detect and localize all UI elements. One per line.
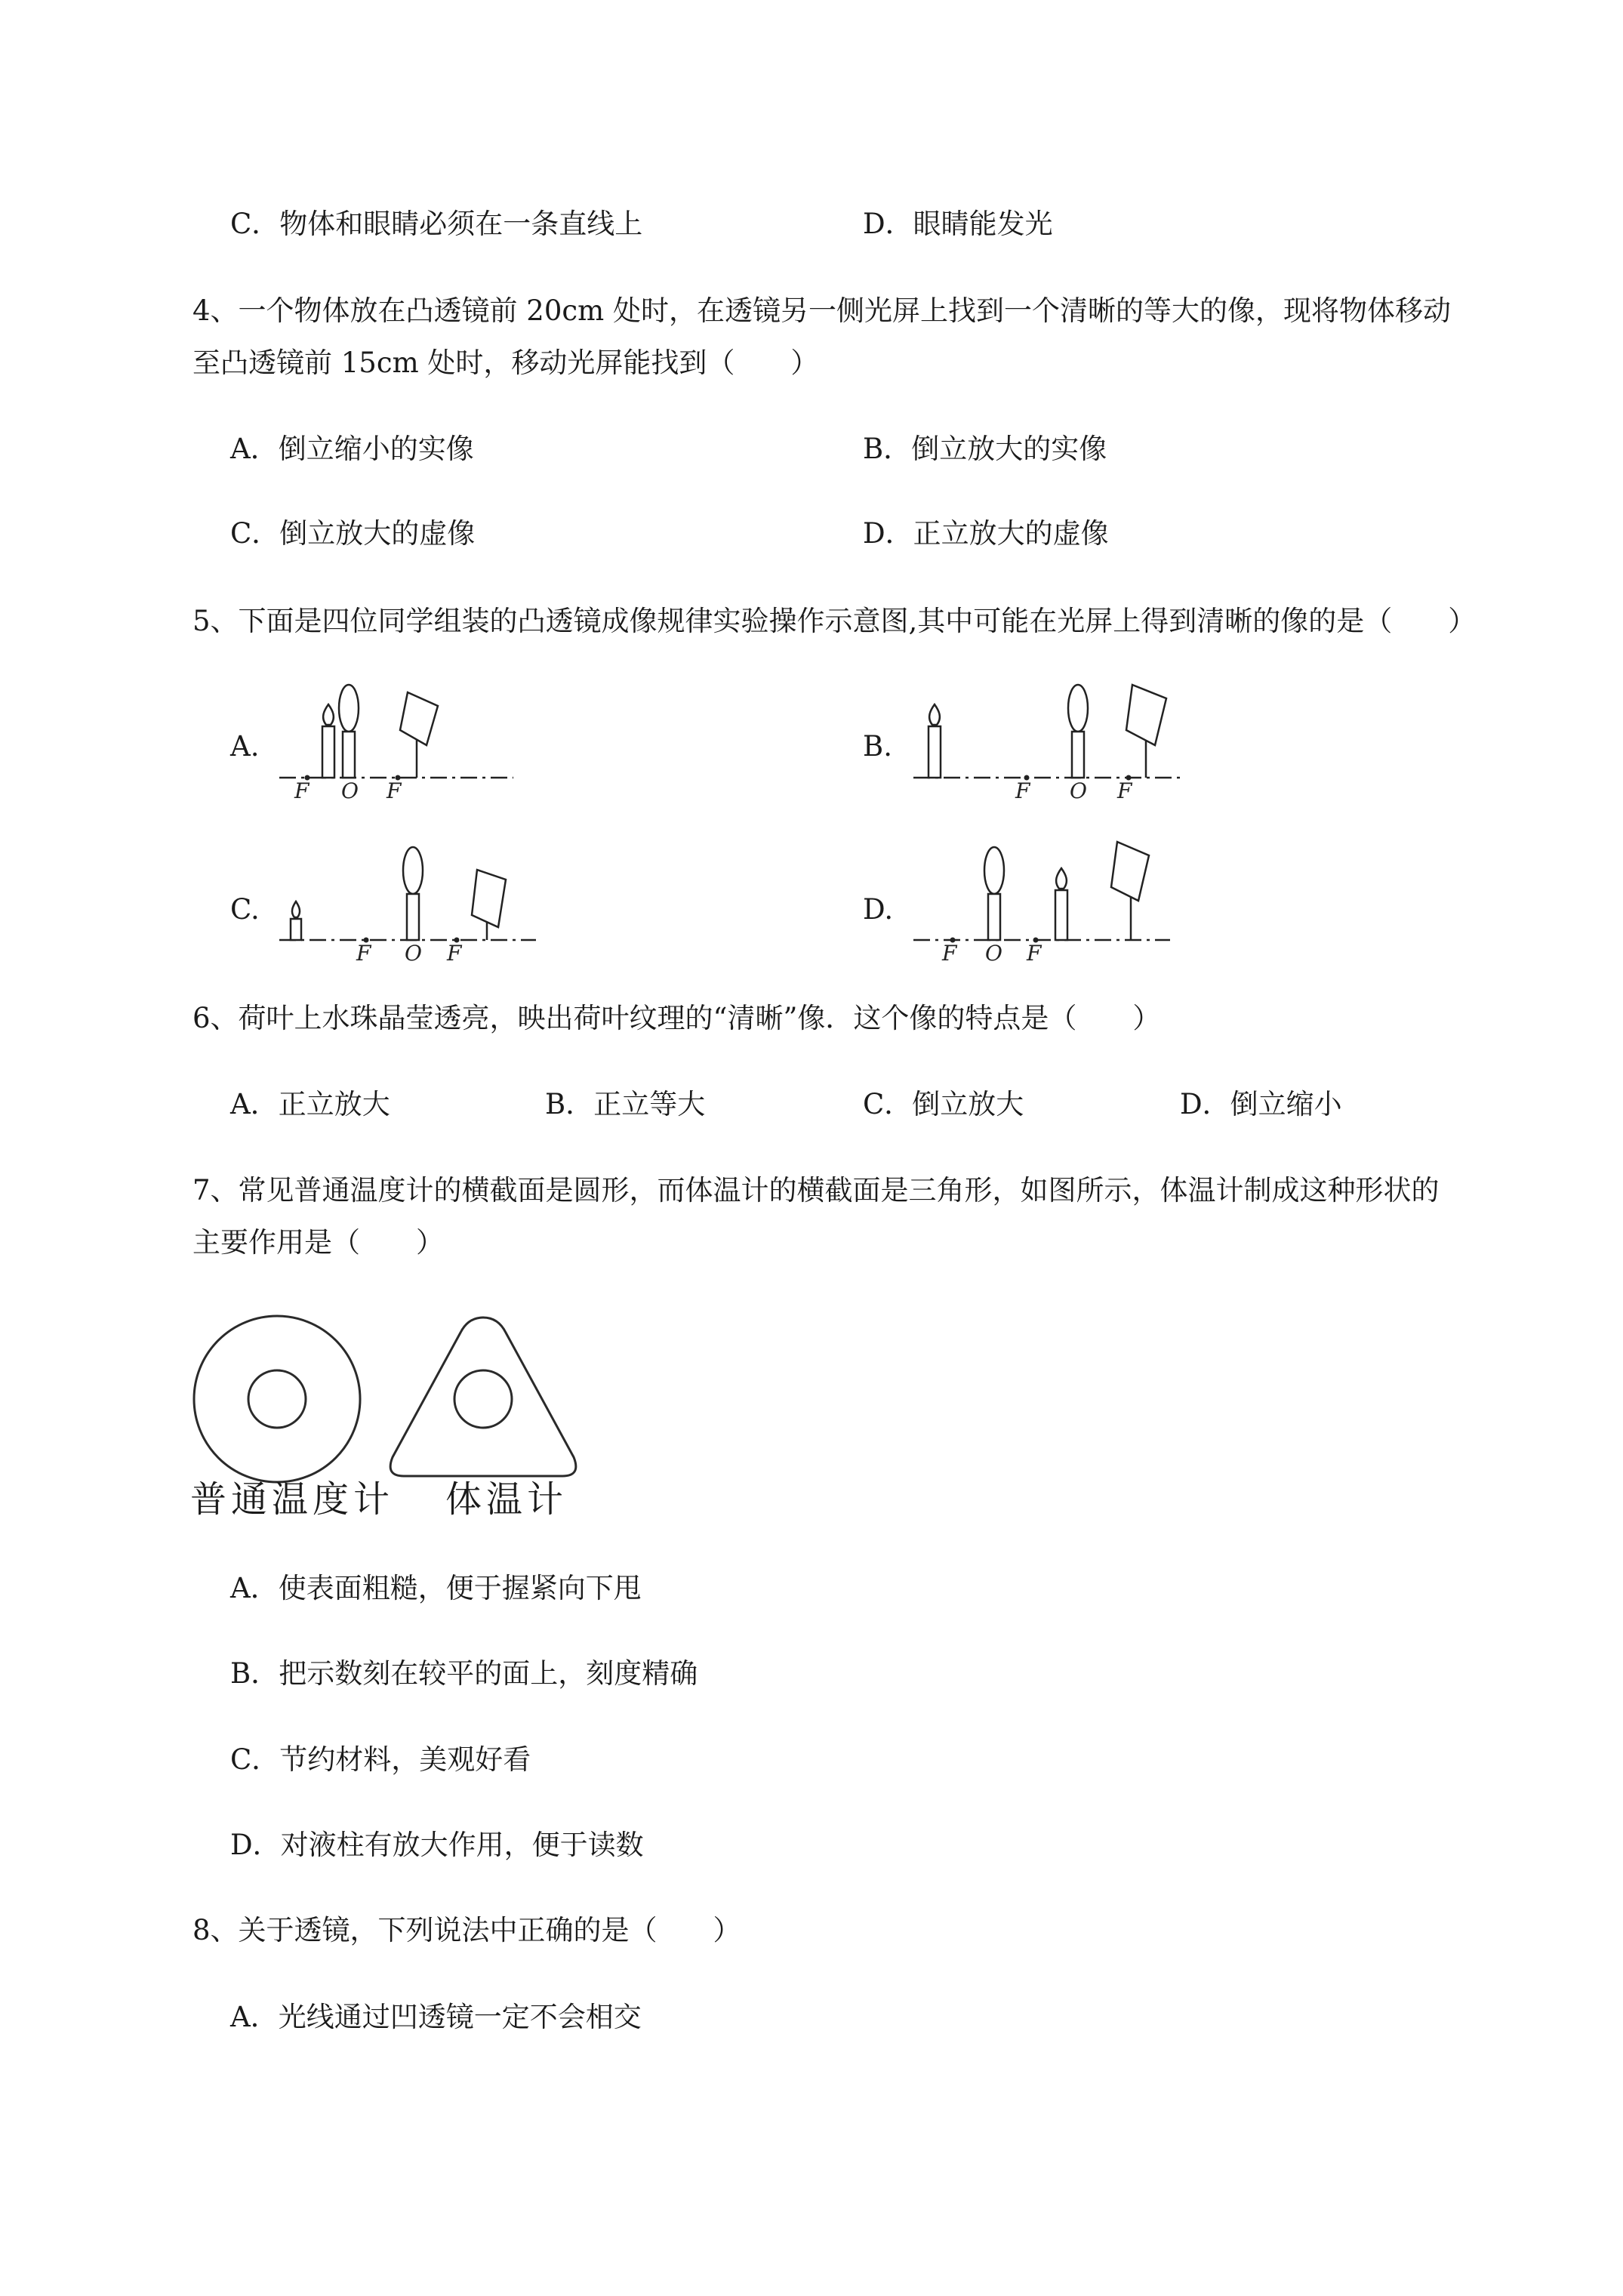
- q7-option-a: A．使表面粗糙，便于握紧向下甩: [230, 1572, 642, 1604]
- lens-icon: [339, 685, 359, 778]
- q6-option-d: D．倒立缩小: [1180, 1088, 1342, 1120]
- q7-option-c: C．节约材料，美观好看: [230, 1743, 531, 1776]
- q4-stem-line1: 4、一个物体放在凸透镜前 20cm 处时，在透镜另一侧光屏上找到一个清晰的等大的像，现将物体移动: [192, 294, 1451, 327]
- axis-label-o: O: [405, 941, 422, 966]
- q5-diagram-c: [272, 846, 544, 966]
- q7-cross-section-figure: [189, 1314, 581, 1487]
- q5-diagram-a: [272, 683, 521, 804]
- q6-stem: 6、荷叶上水珠晶莹透亮，映出荷叶纹理的“清晰”像．这个像的特点是（ ）: [192, 1002, 1161, 1034]
- q5-label-a: A.: [230, 730, 260, 763]
- axis-label-f: F: [942, 941, 957, 966]
- axis-label-o: O: [985, 941, 1002, 966]
- q5-label-b: B.: [863, 730, 892, 763]
- axis-label-f: F: [1027, 941, 1042, 966]
- lens-icon: [403, 847, 423, 940]
- q4-option-b: B．倒立放大的实像: [863, 433, 1107, 465]
- axis-label-o: O: [1070, 778, 1087, 803]
- screen-icon: [1111, 842, 1149, 940]
- candle-icon: [322, 704, 334, 778]
- axis-label-f: F: [387, 778, 402, 803]
- q6-option-a: A．正立放大: [230, 1088, 390, 1120]
- q5-label-d: D.: [863, 893, 894, 926]
- axis-label-f: F: [447, 941, 462, 966]
- axis-label-o: O: [341, 778, 359, 803]
- axis-label-f: F: [1015, 778, 1030, 803]
- q5-diagram-b: [906, 683, 1193, 804]
- clinical-thermometer-cross-section: [390, 1318, 576, 1476]
- q5-label-c: C.: [230, 893, 260, 926]
- axis-label-f: F: [294, 778, 310, 803]
- screen-icon: [472, 870, 506, 940]
- q3-option-c: C．物体和眼睛必须在一条直线上: [230, 208, 643, 240]
- q7-option-d: D．对液柱有放大作用，便于读数: [230, 1829, 644, 1861]
- q7-option-b: B．把示数刻在较平的面上，刻度精确: [230, 1657, 698, 1690]
- q5-diagram-d: [906, 842, 1178, 966]
- q4-stem-line2: 至凸透镜前 15cm 处时，移动光屏能找到（ ）: [192, 347, 819, 379]
- screen-icon: [1126, 685, 1166, 778]
- candle-icon: [929, 704, 941, 778]
- q6-option-b: B．正立等大: [545, 1088, 706, 1120]
- q3-option-d: D．眼睛能发光: [863, 208, 1053, 240]
- q7-stem-line1: 7、常见普通温度计的横截面是圆形，而体温计的横截面是三角形，如图所示，体温计制成这种形状的: [192, 1174, 1440, 1207]
- q7-caption-ordinary: 普通温度计: [190, 1478, 395, 1521]
- axis-label-f: F: [1117, 778, 1132, 803]
- q7-caption-clinical: 体温计: [445, 1478, 568, 1521]
- q6-option-c: C．倒立放大: [863, 1088, 1024, 1120]
- q7-stem-line2: 主要作用是（ ）: [192, 1226, 444, 1259]
- lens-icon: [1068, 685, 1088, 778]
- screen-icon: [400, 692, 438, 778]
- q8-option-a: A．光线通过凹透镜一定不会相交: [230, 2001, 642, 2033]
- lens-icon: [984, 847, 1004, 940]
- candle-icon: [1055, 868, 1067, 940]
- q4-option-d: D．正立放大的虚像: [863, 517, 1109, 550]
- q4-option-c: C．倒立放大的虚像: [230, 517, 476, 550]
- candle-icon: [291, 901, 301, 940]
- ordinary-thermometer-cross-section: [194, 1316, 360, 1482]
- q8-stem: 8、关于透镜，下列说法中正确的是（ ）: [192, 1914, 741, 1946]
- q5-stem: 5、下面是四位同学组装的凸透镜成像规律实验操作示意图,其中可能在光屏上得到清晰的像的是（ ）: [192, 605, 1477, 637]
- q4-option-a: A．倒立缩小的实像: [230, 433, 474, 465]
- axis-label-f: F: [356, 941, 371, 966]
